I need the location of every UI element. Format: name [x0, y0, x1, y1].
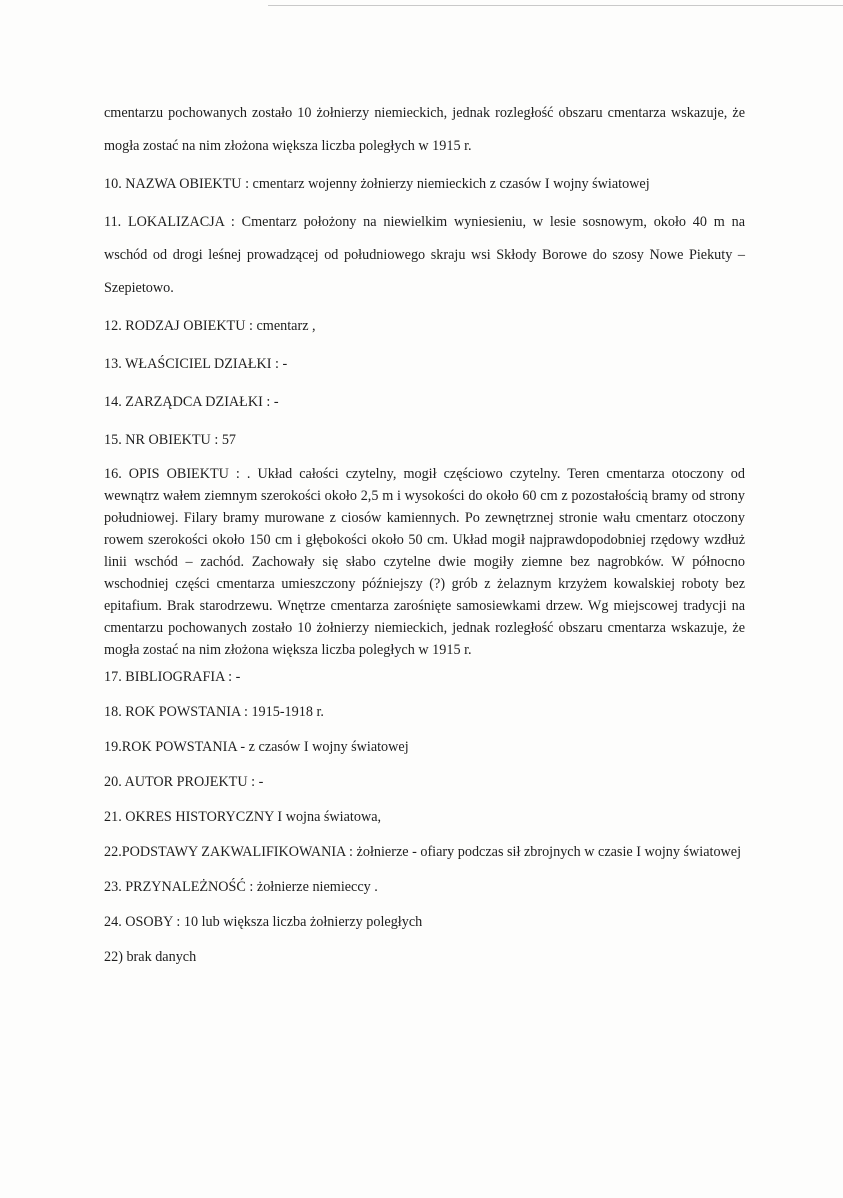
object-description-field: 16. OPIS OBIEKTU : . Układ całości czytelny, mogił częściowo czytelny. Teren cmentarza otoczony od wewnątrz wałem ziemnym szerokości około 2,5 m i wysokości do około 60 cm z pozostałością bramy od strony południowej. Filary bramy murowane z ciosów kamiennych. Po zewnętrznej stronie wału cmentarz otoczony rowem szerokości około 150 cm i głębokości około 50 cm. Układ mogił najprawdopodobniej rzędowy wzdłuż linii wschód – zachód. Zachowały się słabo czytelne dwie mogiły ziemne bez nagrobków. W północno wschodniej części cmentarza umieszczony późniejszy (?) grób z żelaznym krzyżem kowalskiej roboty bez epitafium. Brak starodrzewu. Wnętrze cmentarza zarośnięte samosiewkami drzew. Wg miejscowej tradycji na cmentarzu pochowanych zostało 10 żołnierzy niemieckich, jednak rozległość obszaru cmentarza wskazuje, że mogła zostać na nim złożona większa liczba poległych w 1915 r. — [104, 466, 745, 658]
qualification-basis-field: 22.PODSTAWY ZAKWALIFIKOWANIA : żołnierze - ofiary podczas sił zbrojnych w czasie I wojny światowej — [104, 844, 742, 860]
year-built-period-field: 19.ROK POWSTANIA - z czasów I wojny światowej — [104, 739, 409, 755]
location-field: 11. LOKALIZACJA : Cmentarz położony na niewielkim wyniesieniu, w lesie sosnowym, około 40 m na wschód od drogi leśnej prowadzącej od południowego skraju wsi Skłody Borowe do szosy Nowe Piekuty – Szepietowo. — [104, 214, 745, 296]
plot-owner-field: 13. WŁAŚCICIEL DZIAŁKI : - — [104, 356, 288, 372]
project-author-field: 20. AUTOR PROJEKTU : - — [104, 774, 264, 790]
plot-administrator-field: 14. ZARZĄDCA DZIAŁKI : - — [104, 394, 279, 410]
no-data-note: 22) brak danych — [104, 949, 197, 965]
persons-field: 24. OSOBY : 10 lub większa liczba żołnierzy poległych — [104, 914, 423, 930]
year-built-field: 18. ROK POWSTANIA : 1915-1918 r. — [104, 704, 324, 720]
intro-paragraph: cmentarzu pochowanych zostało 10 żołnierzy niemieckich, jednak rozległość obszaru cmentarza wskazuje, że mogła zostać na nim złożona większa liczba poległych w 1915 r. — [104, 105, 745, 154]
top-edge-line — [268, 5, 843, 6]
object-number-field: 15. NR OBIEKTU : 57 — [104, 432, 237, 448]
bibliography-field: 17. BIBLIOGRAFIA : - — [104, 669, 241, 685]
object-type-field: 12. RODZAJ OBIEKTU : cmentarz , — [104, 318, 316, 334]
affiliation-field: 23. PRZYNALEŻNOŚĆ : żołnierze niemieccy . — [104, 879, 378, 895]
object-name-field: 10. NAZWA OBIEKTU : cmentarz wojenny żołnierzy niemieckich z czasów I wojny światowej — [104, 176, 650, 192]
document-body — [104, 97, 745, 974]
historical-period-field: 21. OKRES HISTORYCZNY I wojna światowa, — [104, 809, 382, 825]
